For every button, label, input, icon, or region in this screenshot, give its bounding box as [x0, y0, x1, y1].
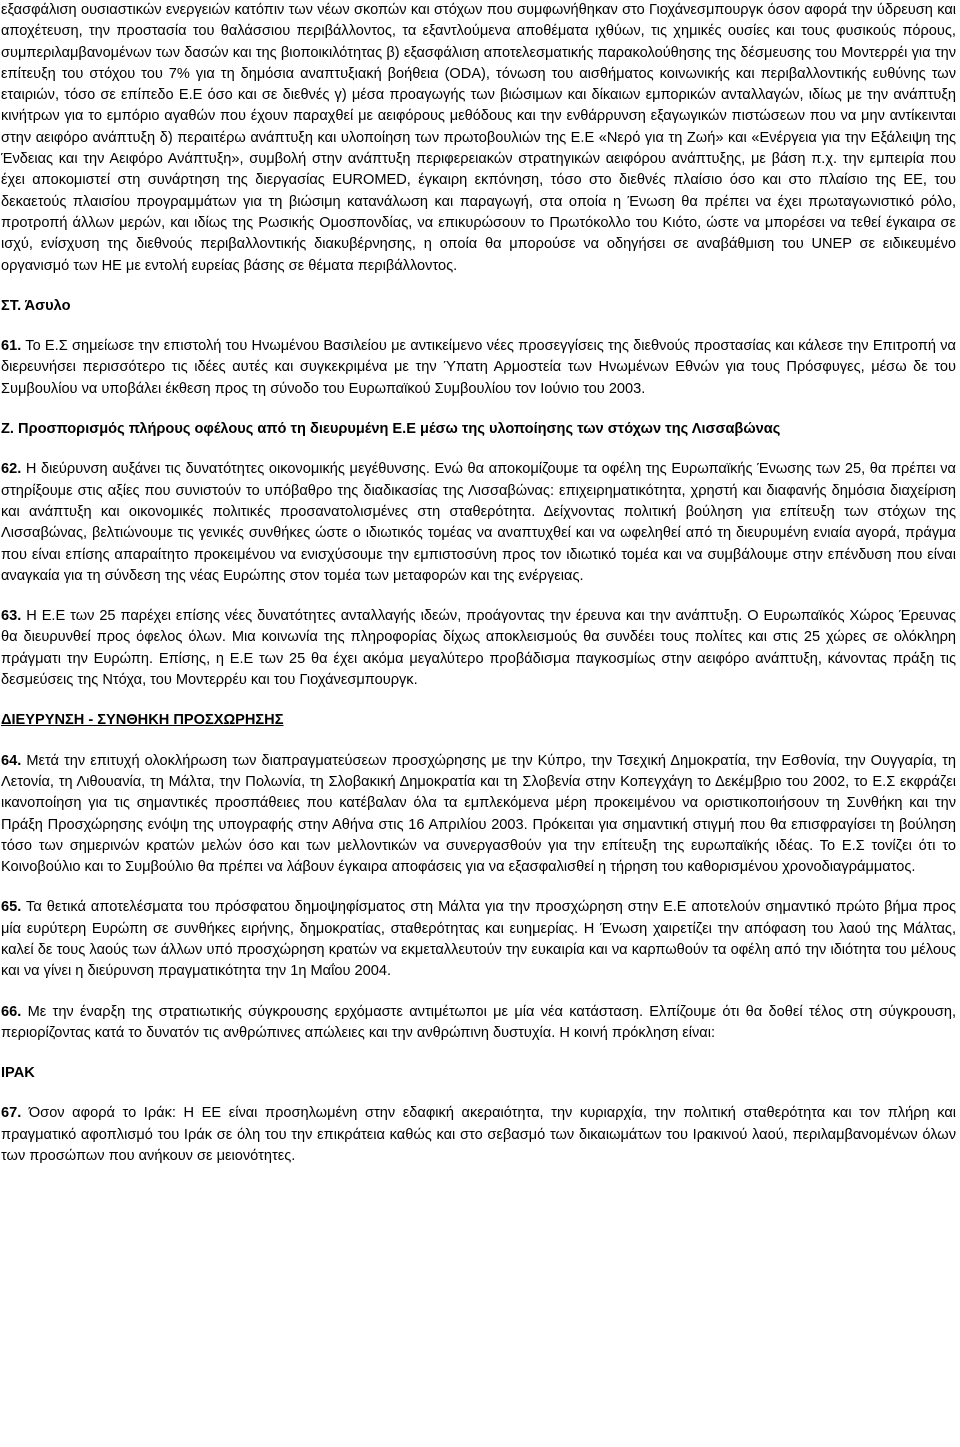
paragraph-67: [1, 1103, 956, 1167]
paragraph-text: Η Ε.Ε των 25 παρέχει επίσης νέες δυνατότητες ανταλλαγής ιδεών, προάγοντας την έρευνα και την ανάπτυξη. Ο Ευρωπαϊκός Χώρος Έρευνας θα διευρυνθεί προς όφελος όλων. Μια κοινωνία της πληροφορίας δίχως αποκλεισμούς θα συνδέει τους πολίτες και στις 25 χώρες σε ολόκληρη πράγματι την Ευρώπη. Επίσης, η Ε.Ε των 25 θα έχει ακόμα μεγαλύτερο προβάδισμα παγκοσμίως στην αειφόρο ανάπτυξη, κάνοντας πράξη τις δεσμεύσεις της Ντόχα, του Μοντερρέυ και του Γιοχάνεσμπουργκ.: [1, 608, 956, 689]
paragraph-text: Μετά την επιτυχή ολοκλήρωση των διαπραγματεύσεων προσχώρησης με την Κύπρο, την Τσεχική Δημοκρατία, την Εσθονία, την Ουγγαρία, τη Λετονία, τη Λιθουανία, τη Μάλτα, την Πολωνία, τη Σλοβακική Δημοκρατία και τη Σλοβενία στην Κοπεγχάγη το Δεκέμβριο του 2002, το Ε.Σ εκφράζει ικανοποίηση για τις σημαντικές προσπάθειες που κατέβαλαν όλα τα εμπλεκόμενα μέρη προκειμένου να οριστικοποιήσουν τη Συνθήκη και την Πράξη Προσχώρησης ενόψη της υπογραφής στην Αθήνα στις 16 Απριλίου 2003. Πρόκειται για σημαντική στιγμή που θα επισφραγίσει τη βούληση τόσο των σημερινών κρατών μελών όσο και των μελλοντικών να συνεργασθούν για την επίτευξη της ευρωπαϊκής ιδέας. Το Ε.Σ τονίζει ότι το Κοινοβούλιο και το Συμβούλιο θα πρέπει να λάβουν έγκαιρα αποφάσεις για να εξασφαλισθεί η τήρηση του καθορισμένου χρονοδιαγράμματος.: [1, 752, 956, 876]
paragraph-62: [1, 459, 956, 587]
paragraph-66: [1, 1002, 956, 1045]
section-heading-asylum: ΣΤ. Άσυλο: [1, 297, 71, 314]
paragraph-number: 67.: [1, 1105, 22, 1122]
paragraph-64: [1, 751, 956, 879]
paragraph-text: Η διεύρυνση αυξάνει τις δυνατότητες οικονομικής μεγέθυνσης. Ενώ θα αποκομίζουμε τα οφέλη της Ευρωπαϊκής Ένωσης των 25, θα πρέπει να στηρίξουμε στις αξίες που συνιστούν το υπόβαθρο της διαδικασίας της Λισσαβώνας: επιχειρηματικότητα, χρηστή και διαφανής δημόσια διαχείριση και ανάπτυξη και οικονομικές πολιτικές προσανατολισμένες στη σταθερότητα. Δείχνοντας πολιτική βούληση για επίτευξη των στόχων της Λισσαβώνας, βελτιώνουμε τις γενικές συνθήκες ώστε ο ιδιωτικός τομέας να αναπτυχθεί και να ωφεληθεί από τη διευρυμένη ενιαία αγορά, πράγμα που είναι επίσης απαραίτητο προκειμένου να ενισχύσουμε την εμπιστοσύνη προς τον ιδιωτικό τομέα και να συμβάλουμε στην επένδυση που είναι αναγκαία για τη σύνδεση της νέας Ευρώπης στον τομέα των μεταφορών και της ενέργειας.: [1, 461, 956, 584]
intro-paragraph: εξασφάλιση ουσιαστικών ενεργειών κατόπιν των νέων σκοπών και στόχων που συμφωνήθηκαν στο Γιοχάνεσμπουργκ όσον αφορά την ύδρευση και αποχέτευση, την προστασία του θαλάσσιου περιβάλλοντος, τα εξαντλούμενα αποθέματα ιχθύων, τις χημικές ουσίες και τους φυσικούς πόρους, συμπεριλαμβανομένων των δασών και της βιοποικιλότητας β) εξασφάλιση αποτελεσματικής παρακολούθησης της δέσμευσης του Μοντερρέι για την επίτευξη του στόχου του 7% για τη δημόσια αναπτυξιακή βοήθεια (ODA), τόνωση του αισθήματος κοινωνικής και περιβαλλοντικής ευθύνης των εταιριών, τόσο σε επίπεδο Ε.Ε όσο και σε διεθνές γ) μέσα προαγωγής των βιώσιμων και δίκαιων εμπορικών ανταλλαγών, ιδίως με την ανάπτυξη κινήτρων για το εμπόριο αγαθών που έχουν παραχθεί με αειφόρους μεθόδους και την ενθάρρυνση εξαγωγικών πιστώσεων που να μην αντίκεινται στην αειφόρο ανάπτυξη δ) περαιτέρω ανάπτυξη και υλοποίηση των πρωτοβουλιών της Ε.Ε «Νερό για τη Ζωή» και «Ενέργεια για την Εξάλειψη της Ένδειας και την Αειφόρο Ανάπτυξη», συμβολή στην ανάπτυξη περιφερειακών στρατηγικών αειφόρου ανάπτυξης, με βάση π.χ. την εμπειρία που έχει αποκομιστεί στη συνάρτηση της διεργασίας EUROMED, έγκαιρη εκπόνηση, τόσο στο διεθνές πλαίσιο όσο και στο πλαίσιο της ΕΕ, του δεκαετούς πλαισίου προγραμμάτων για τη βιώσιμη κατανάλωση και παραγωγή, στα οποία η Ένωση θα πρέπει να έχει πρωταγωνιστικό ρόλο, προτροπή άλλων μερών, και ιδίως της Ρωσικής Ομοσπονδίας, να επικυρώσουν το Πρωτόκολλο του Κιότο, ώστε να μπορέσει να τεθεί έγκαιρα σε ισχύ, ενίσχυση της διεθνούς περιβαλλοντικής διακυβέρνησης, η οποία θα μπορούσε να οδηγήσει σε αναβάθμιση του UNEP σε ειδικευμένο οργανισμό των ΗΕ με εντολή ευρείας βάσης σε θέματα περιβάλλοντος.: [1, 2, 956, 274]
paragraph-text: Όσον αφορά το Ιράκ: Η ΕΕ είναι προσηλωμένη στην εδαφική ακεραιότητα, την κυριαρχία, την πολιτική σταθερότητα και τον πλήρη και πραγματικό αφοπλισμό του Ιράκ σε όλη του την επικράτεια καθώς και στο σεβασμό των δικαιωμάτων του Ιρακινού λαού, περιλαμβανομένων όλων των προσώπων που ανήκουν σε μειονότητες.: [1, 1105, 956, 1165]
paragraph-number: 62.: [1, 461, 22, 478]
section-heading-iraq: ΙΡΑΚ: [1, 1065, 35, 1082]
paragraph-65: [1, 897, 956, 982]
paragraph-text: Τα θετικά αποτελέσματα του πρόσφατου δημοψηφίσματος στη Μάλτα για την προσχώρηση στην Ε.Ε αποτελούν σημαντικό πρώτο βήμα προς μία ευρύτερη Ευρώπη σε συνθήκες ειρήνης, δημοκρατίας, σταθερότητας και ευημερίας. Η Ένωση χαιρετίζει την απόφαση του λαού της Μάλτας, καλεί δε τους λαούς των άλλων υπό προσχώρηση κρατών να εκμεταλλευτούν την ευκαιρία και να καρπωθούν τα οφέλη από την ιδιότητα του μέλους και να γίνει η διεύρυνση πραγματικότητα την 1η Μαΐου 2004.: [1, 899, 956, 980]
paragraph-number: 64.: [1, 752, 22, 769]
section-heading-lisbon: Ζ. Προσπορισμός πλήρους οφέλους από τη διευρυμένη Ε.Ε μέσω της υλοποίησης των στόχων της Λισσαβώνας: [1, 421, 781, 438]
paragraph-number: 65.: [1, 899, 22, 916]
paragraph-text: Με την έναρξη της στρατιωτικής σύγκρουσης ερχόμαστε αντιμέτωποι με μία νέα κατάσταση. Ελπίζουμε ότι θα δοθεί τέλος στη σύγκρουση, περιορίζοντας κατά το δυνατόν τις ανθρώπινες απώλειες και την ανθρώπινη δυστυχία. Η κοινή πρόκληση είναι:: [1, 1003, 956, 1041]
paragraph-number: 66.: [1, 1003, 22, 1020]
paragraph-number: 63.: [1, 608, 22, 625]
paragraph-number: 61.: [1, 338, 22, 355]
paragraph-63: [1, 606, 956, 691]
paragraph-text: Το Ε.Σ σημείωσε την επιστολή του Ηνωμένου Βασιλείου με αντικείμενο νέες προσεγγίσεις της διεθνούς προστασίας και κάλεσε την Επιτροπή να διερευνήσει περισσότερο τις ιδέες αυτές και συγκεκριμένα με την Ύπατη Αρμοστεία των Ηνωμένων Εθνών για τους Πρόσφυγες, μέσω δε του Συμβουλίου να υποβάλει έκθεση προς τη σύνοδο του Ευρωπαϊκού Συμβουλίου τον Ιούνιο του 2003.: [1, 338, 956, 397]
section-heading-enlargement: ΔΙΕΥΡΥΝΣΗ - ΣΥΝΘΗΚΗ ΠΡΟΣΧΩΡΗΣΗΣ: [1, 712, 284, 729]
paragraph-61: [1, 336, 956, 400]
